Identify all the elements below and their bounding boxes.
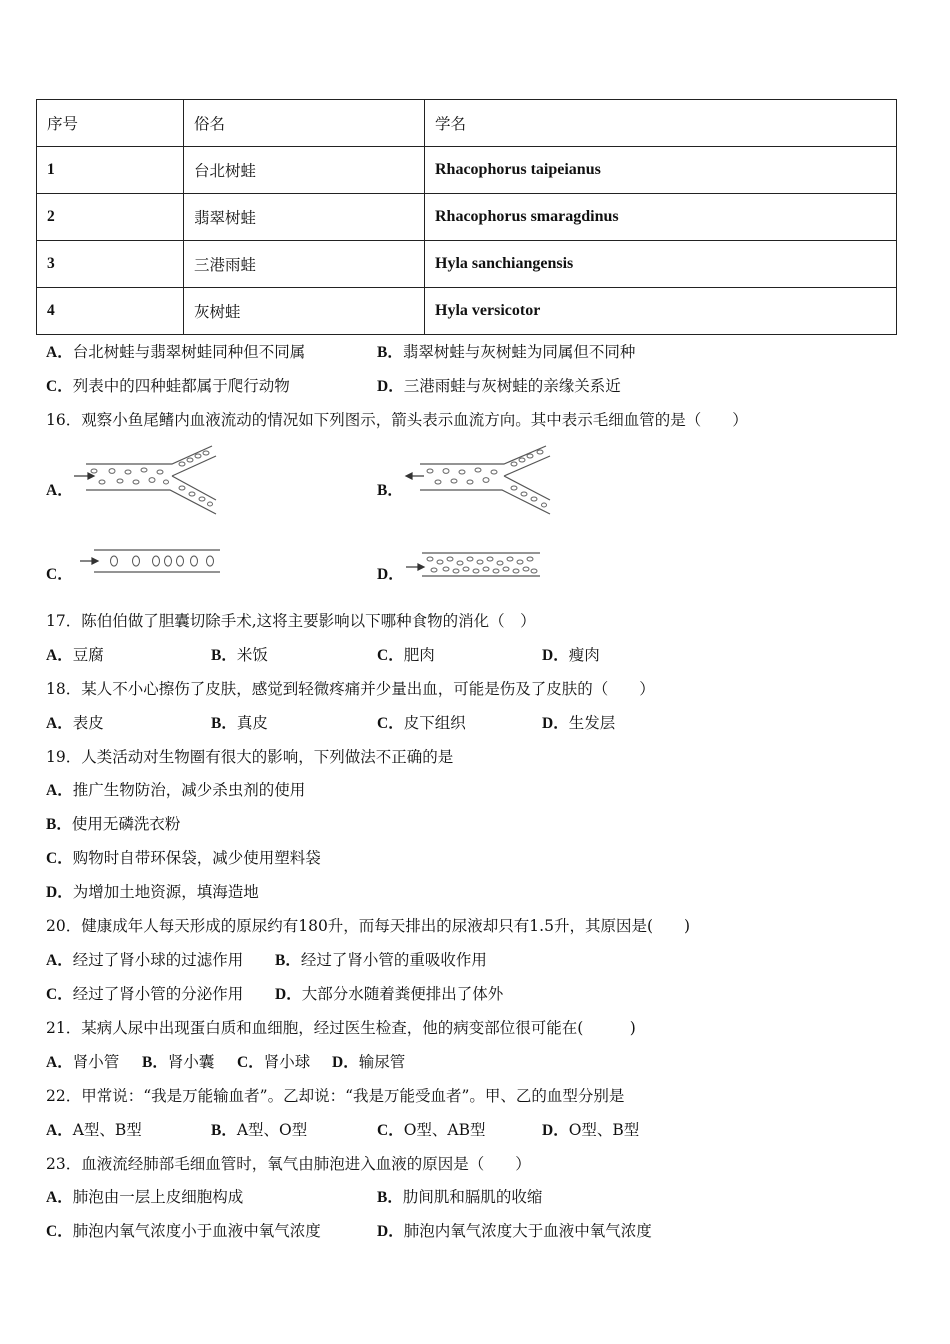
q18-option-a: A．表皮 bbox=[46, 714, 104, 732]
q15-option-c: C．列表中的四种蛙都属于爬行动物 bbox=[46, 377, 290, 395]
vessel-diagram-a bbox=[72, 444, 222, 518]
q18-option-c: C．皮下组织 bbox=[377, 714, 466, 732]
q16-label-b: B． bbox=[377, 482, 403, 499]
q19-stem: 19．人类活动对生物圈有很大的影响，下列做法不正确的是 bbox=[46, 748, 454, 766]
q21-option-a: A．肾小管 bbox=[46, 1053, 120, 1071]
table-cell: 4 bbox=[37, 288, 184, 335]
q19-option-c: C．购物时自带环保袋，减少使用塑料袋 bbox=[46, 849, 321, 867]
q22-option-b: B．A型、O型 bbox=[211, 1121, 308, 1139]
table-row bbox=[37, 241, 897, 288]
table-cell: Hyla sanchiangensis bbox=[425, 241, 897, 288]
q23-option-b: B．肋间肌和膈肌的收缩 bbox=[377, 1188, 543, 1206]
q21-stem: 21．某病人尿中出现蛋白质和血细胞，经过医生检查，他的病变部位很可能在( ) bbox=[46, 1019, 636, 1037]
q15-option-a: A．台北树蛙与翡翠树蛙同种但不同属 bbox=[46, 343, 306, 361]
q17-stem: 17．陈伯伯做了胆囊切除手术,这将主要影响以下哪种食物的消化（ ） bbox=[46, 612, 536, 630]
table-cell: Rhacophorus smaragdinus bbox=[425, 194, 897, 241]
q17-option-b: B．米饭 bbox=[211, 646, 268, 664]
q23-option-c: C．肺泡内氧气浓度小于血液中氧气浓度 bbox=[46, 1222, 321, 1240]
table-row bbox=[37, 288, 897, 335]
vessel-diagram-c bbox=[78, 546, 224, 576]
q21-option-c: C．肾小球 bbox=[237, 1053, 311, 1071]
species-table bbox=[36, 99, 897, 335]
q19-option-a: A．推广生物防治，减少杀虫剂的使用 bbox=[46, 781, 306, 799]
q19-option-d: D．为增加土地资源，填海造地 bbox=[46, 883, 259, 901]
q17-option-d: D．瘦肉 bbox=[542, 646, 600, 664]
q15-option-b: B．翡翠树蛙与灰树蛙为同属但不同种 bbox=[377, 343, 636, 361]
table-row bbox=[37, 147, 897, 194]
table-cell: 1 bbox=[37, 147, 184, 194]
q18-stem: 18．某人不小心擦伤了皮肤，感觉到轻微疼痛并少量出血，可能是伤及了皮肤的（ ） bbox=[46, 680, 655, 698]
q18-option-b: B．真皮 bbox=[211, 714, 268, 732]
q20-option-a: A．经过了肾小球的过滤作用 bbox=[46, 951, 244, 969]
q16-stem: 16．观察小鱼尾鳍内血液流动的情况如下列图示，箭头表示血流方向。其中表示毛细血管的是（ ） bbox=[46, 411, 748, 429]
table-cell: 翡翠树蛙 bbox=[184, 194, 425, 241]
vessel-diagram-b bbox=[404, 444, 556, 518]
q16-label-d: D． bbox=[377, 566, 404, 583]
table-cell: Rhacophorus taipeianus bbox=[425, 147, 897, 194]
table-cell: 灰树蛙 bbox=[184, 288, 425, 335]
q15-option-d: D．三港雨蛙与灰树蛙的亲缘关系近 bbox=[377, 377, 621, 395]
q23-stem: 23．血液流经肺部毛细血管时，氧气由肺泡进入血液的原因是（ ） bbox=[46, 1155, 531, 1173]
table-cell: 3 bbox=[37, 241, 184, 288]
table-header-row bbox=[37, 100, 897, 147]
q22-option-d: D．O型、B型 bbox=[542, 1121, 640, 1139]
q16-label-c: C． bbox=[46, 566, 73, 583]
q17-option-c: C．肥肉 bbox=[377, 646, 435, 664]
q20-option-b: B．经过了肾小管的重吸收作用 bbox=[275, 951, 487, 969]
q21-option-b: B．肾小囊 bbox=[142, 1053, 215, 1071]
q22-option-a: A．A型、B型 bbox=[46, 1121, 142, 1139]
table-cell: 三港雨蛙 bbox=[184, 241, 425, 288]
q17-option-a: A．豆腐 bbox=[46, 646, 104, 664]
table-cell: Hyla versicotor bbox=[425, 288, 897, 335]
q20-option-d: D．大部分水随着粪便排出了体外 bbox=[275, 985, 504, 1003]
q19-option-b: B．使用无磷洗衣粉 bbox=[46, 815, 181, 833]
table-header-cell: 学名 bbox=[425, 100, 897, 147]
table-cell: 台北树蛙 bbox=[184, 147, 425, 194]
q20-option-c: C．经过了肾小管的分泌作用 bbox=[46, 985, 244, 1003]
q22-option-c: C．O型、AB型 bbox=[377, 1121, 486, 1139]
q22-stem: 22．甲常说：“我是万能输血者”。乙却说：“我是万能受血者”。甲、乙的血型分别是 bbox=[46, 1087, 625, 1105]
q20-stem: 20．健康成年人每天形成的原尿约有180升，而每天排出的尿液却只有1.5升，其原因是( ) bbox=[46, 917, 691, 935]
table-cell: 2 bbox=[37, 194, 184, 241]
table-header-cell: 俗名 bbox=[184, 100, 425, 147]
table-row bbox=[37, 194, 897, 241]
q21-option-d: D．输尿管 bbox=[332, 1053, 406, 1071]
q23-option-a: A．肺泡由一层上皮细胞构成 bbox=[46, 1188, 244, 1206]
q16-label-a: A． bbox=[46, 482, 73, 499]
q18-option-d: D．生发层 bbox=[542, 714, 616, 732]
table-header-cell: 序号 bbox=[37, 100, 184, 147]
q23-option-d: D．肺泡内氧气浓度大于血液中氧气浓度 bbox=[377, 1222, 652, 1240]
vessel-diagram-d bbox=[404, 550, 544, 580]
